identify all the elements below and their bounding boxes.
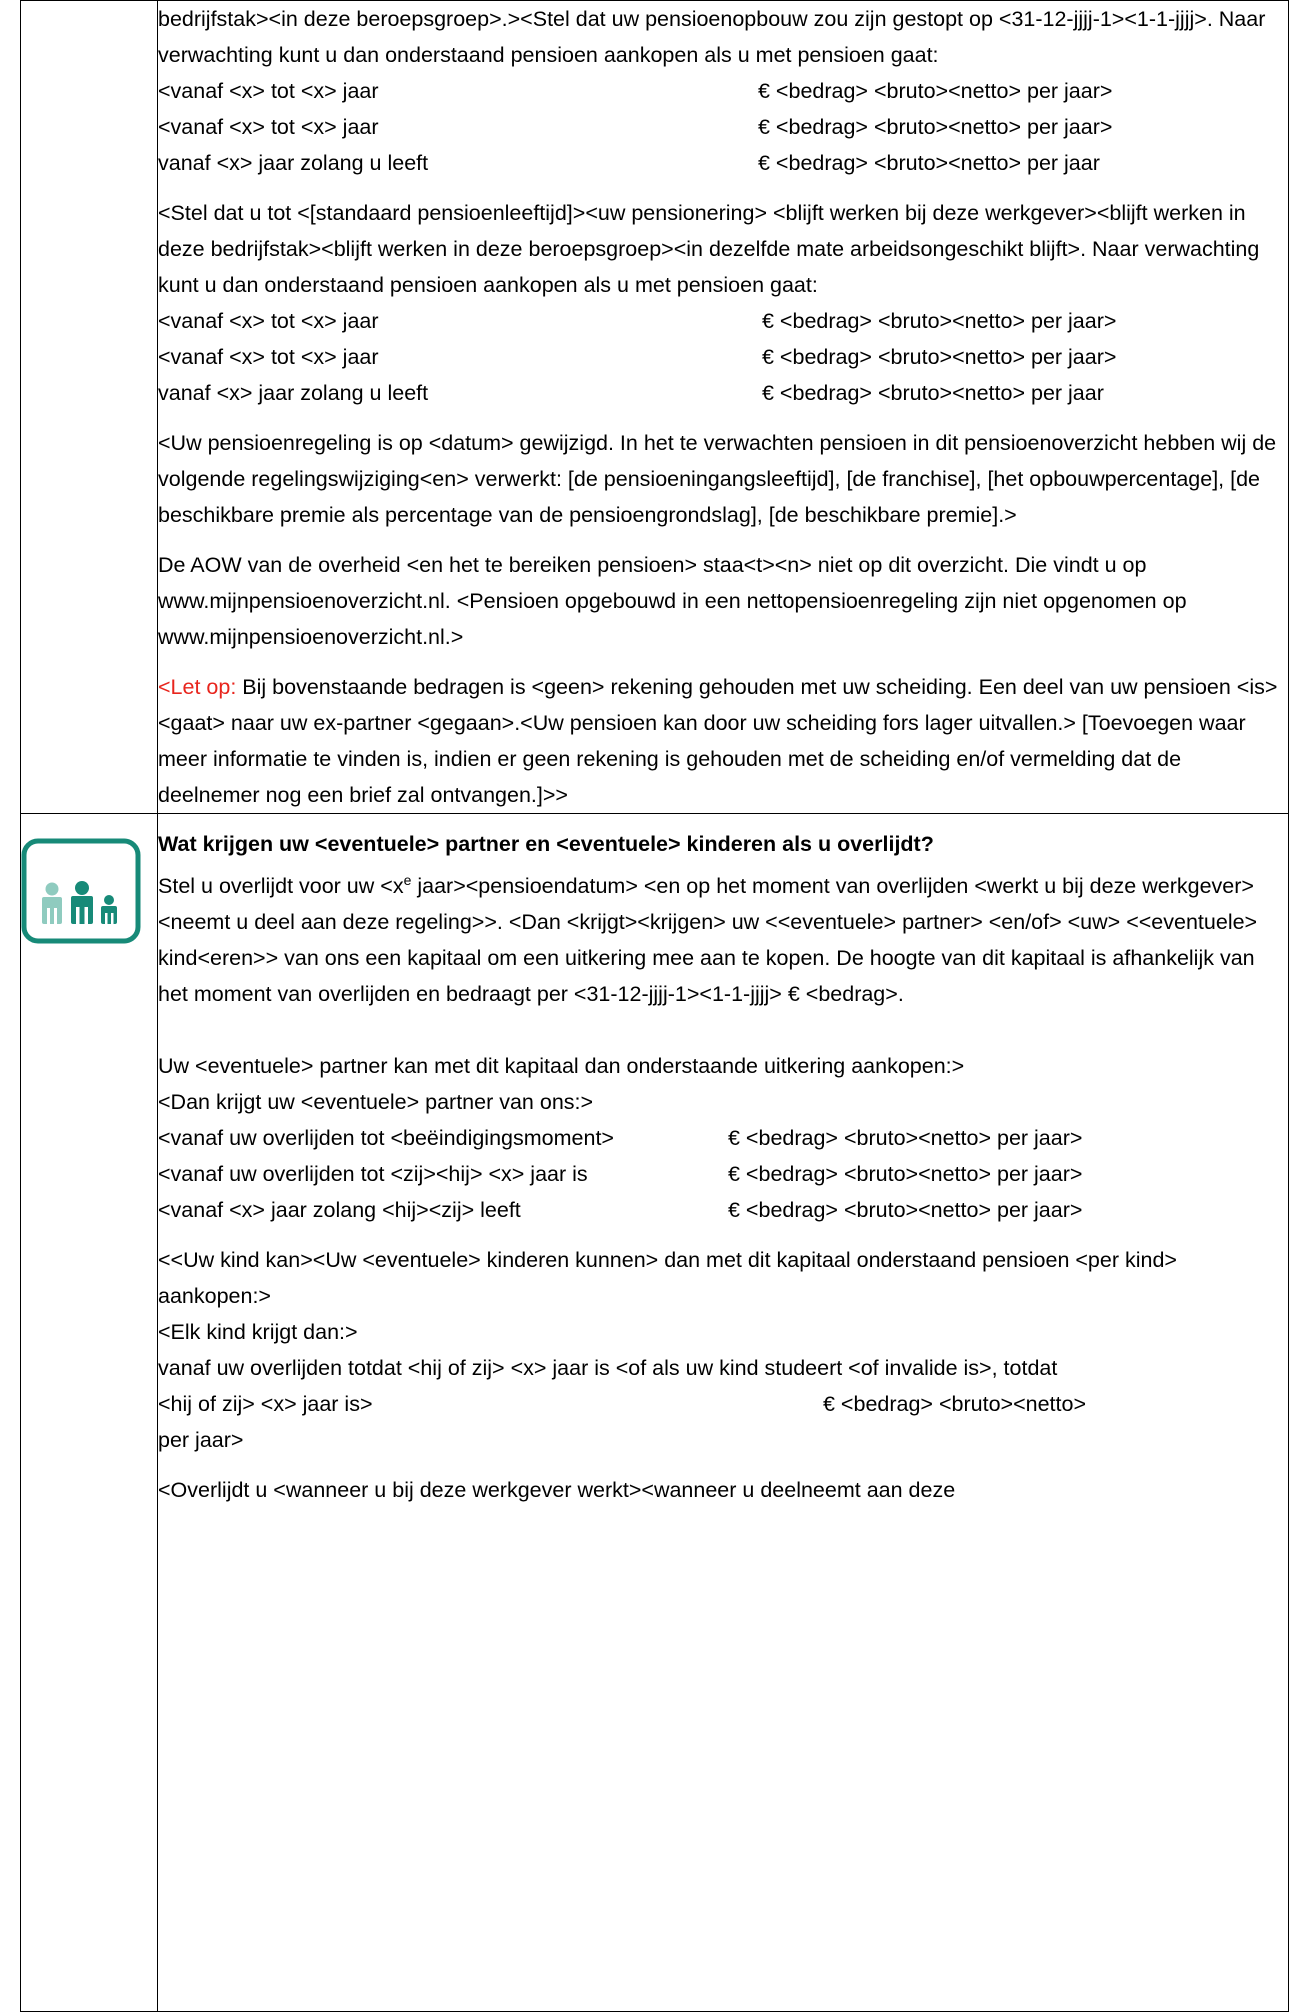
period-label: <vanaf <x> jaar zolang <hij><zij> leeft [158, 1198, 521, 1223]
child-line: per jaar> [158, 1428, 244, 1453]
child-line: <Elk kind krijgt dan:> [158, 1320, 358, 1345]
intro-text-b: jaar><pensioendatum> <en op het moment van overlijden <werkt u bij deze werkgever><neemt u deel aan deze regeling>>. <Dan <krijgt><krijgen> uw <<eventuele> partner> <en/of> <uw> <<eventuele> kind<eren>> van ons een kapitaal om een uitkering mee aan te kopen. De hoogte van dit kapitaal is afhankelijk van het moment van overlijden en bedraagt per <31-12-jjjj-1><1-1-jjjj> € <bedrag>. [158, 874, 1258, 1007]
amount-value: € <bedrag> <bruto><netto> per jaar> [758, 79, 1113, 103]
note-label: <Let op: [158, 675, 237, 699]
period-label: <vanaf uw overlijden tot <zij><hij> <x> jaar is [158, 1162, 588, 1187]
partner-amount-list [158, 1120, 1288, 1228]
survivor-text-cell [158, 814, 1289, 2012]
period-label: <vanaf <x> tot <x> jaar [158, 79, 379, 103]
period-label: <vanaf uw overlijden tot <beëindigingsmoment> [158, 1126, 614, 1151]
amount-value: € <bedrag> <bruto><netto> [823, 1392, 1087, 1417]
icon-cell [21, 814, 158, 2012]
table-row [21, 814, 1289, 2012]
period-label: vanaf <x> jaar zolang u leeft [158, 151, 429, 175]
death-paragraph: <Overlijdt u <wanneer u bij deze werkgever werkt><wanneer u deelneemt aan deze [158, 1478, 956, 1503]
list-item [158, 375, 1288, 411]
amount-value: € <bedrag> <bruto><netto> per jaar> [758, 115, 1113, 139]
note-text: Bij bovenstaande bedragen is <geen> rekening gehouden met uw scheiding. Een deel van uw pensioen <is><gaat> naar uw ex-partner <gegaan>.<Uw pensioen kan door uw scheiding fors lager uitvallen.> [Toevoegen waar meer informatie te vinden is, indien er geen rekening is gehouden met de scheiding en/of vermelding dat de deelnemer nog een brief zal ontvangen.]>> [158, 675, 1278, 807]
amount-value: € <bedrag> <bruto><netto> per jaar> [728, 1198, 1083, 1223]
capital-paragraph [158, 862, 1288, 1012]
family-icon [21, 838, 141, 944]
period-label: <hij of zij> <x> jaar is> [158, 1392, 373, 1417]
divorce-note [158, 669, 1288, 813]
partner-line: <Dan krijgt uw <eventuele> partner van ons:> [158, 1090, 594, 1115]
amount-value: € <bedrag> <bruto><netto> per jaar> [762, 345, 1117, 369]
list-item [158, 1156, 1288, 1192]
list-item [158, 1192, 1288, 1228]
section-heading: Wat krijgen uw <eventuele> partner en <eventuele> kinderen als u overlijdt? [158, 832, 934, 856]
intro-text-a: Stel u overlijdt voor uw <x [158, 874, 404, 899]
ordinal-superscript: e [403, 872, 412, 888]
period-label: vanaf <x> jaar zolang u leeft [158, 381, 429, 405]
list-item [158, 73, 1288, 109]
amount-list-1 [158, 73, 1288, 181]
child-paragraph: <<Uw kind kan><Uw <eventuele> kinderen kunnen> dan met dit kapitaal onderstaand pensioen <per kind> aankopen:> [158, 1248, 1177, 1309]
aow-paragraph: De AOW van de overheid <en het te bereiken pensioen> staa<t><n> niet op dit overzicht. Die vindt u op www.mijnpensioenoverzicht.nl. <Pensioen opgebouwd in een nettopensioenregeling zijn niet opgenomen op www.mijnpensioenoverzicht.nl.> [158, 553, 1187, 649]
pension-text-cell [158, 1, 1289, 814]
pension-table [20, 0, 1289, 2012]
period-label: <vanaf <x> tot <x> jaar [158, 309, 379, 333]
partner-line: Uw <eventuele> partner kan met dit kapitaal dan onderstaande uitkering aankopen:> [158, 1054, 965, 1079]
table-row [21, 1, 1289, 814]
blank-line [158, 1012, 1288, 1048]
document-page [20, 0, 1289, 2012]
amount-value: € <bedrag> <bruto><netto> per jaar> [728, 1126, 1083, 1151]
amount-value: € <bedrag> <bruto><netto> per jaar> [762, 309, 1117, 333]
period-label: <vanaf <x> tot <x> jaar [158, 345, 379, 369]
scenario-paragraph: <Stel dat u tot <[standaard pensioenleeftijd]><uw pensionering> <blijft werken bij deze werkgever><blijft werken in deze bedrijfstak><blijft werken in deze beroepsgroep><in dezelfde mate arbeidsongeschikt blijft>. Naar verwachting kunt u dan onderstaand pensioen aankopen als u met pensioen gaat: [158, 201, 1260, 297]
list-item [158, 109, 1288, 145]
period-label: <vanaf <x> tot <x> jaar [158, 115, 379, 139]
list-item [158, 1120, 1288, 1156]
list-item [158, 145, 1288, 181]
amount-value: € <bedrag> <bruto><netto> per jaar [762, 381, 1104, 405]
amount-value: € <bedrag> <bruto><netto> per jaar [758, 151, 1100, 175]
child-line: vanaf uw overlijden totdat <hij of zij> <x> jaar is <of als uw kind studeert <of invalide is>, totdat [158, 1356, 1058, 1381]
list-item [158, 303, 1288, 339]
amount-value: € <bedrag> <bruto><netto> per jaar> [728, 1162, 1083, 1187]
empty-icon-cell [21, 1, 158, 814]
intro-paragraph: bedrijfstak><in deze beroepsgroep>.><Stel dat uw pensioenopbouw zou zijn gestopt op <31-12-jjjj-1><1-1-jjjj>. Naar verwachting kunt u dan onderstaand pensioen aankopen als u met pensioen gaat: [158, 7, 1266, 67]
amount-list-2 [158, 303, 1288, 411]
change-paragraph: <Uw pensioenregeling is op <datum> gewijzigd. In het te verwachten pensioen in dit pensioenoverzicht hebben wij de volgende regelingswijziging<en> verwerkt: [de pensioeningangsleeftijd], [de franchise], [het opbouwpercentage], [de beschikbare premie als percentage van de pensioengrondslag], [de beschikbare premie].> [158, 431, 1277, 527]
list-item [158, 339, 1288, 375]
child-amount-row [158, 1386, 1288, 1422]
